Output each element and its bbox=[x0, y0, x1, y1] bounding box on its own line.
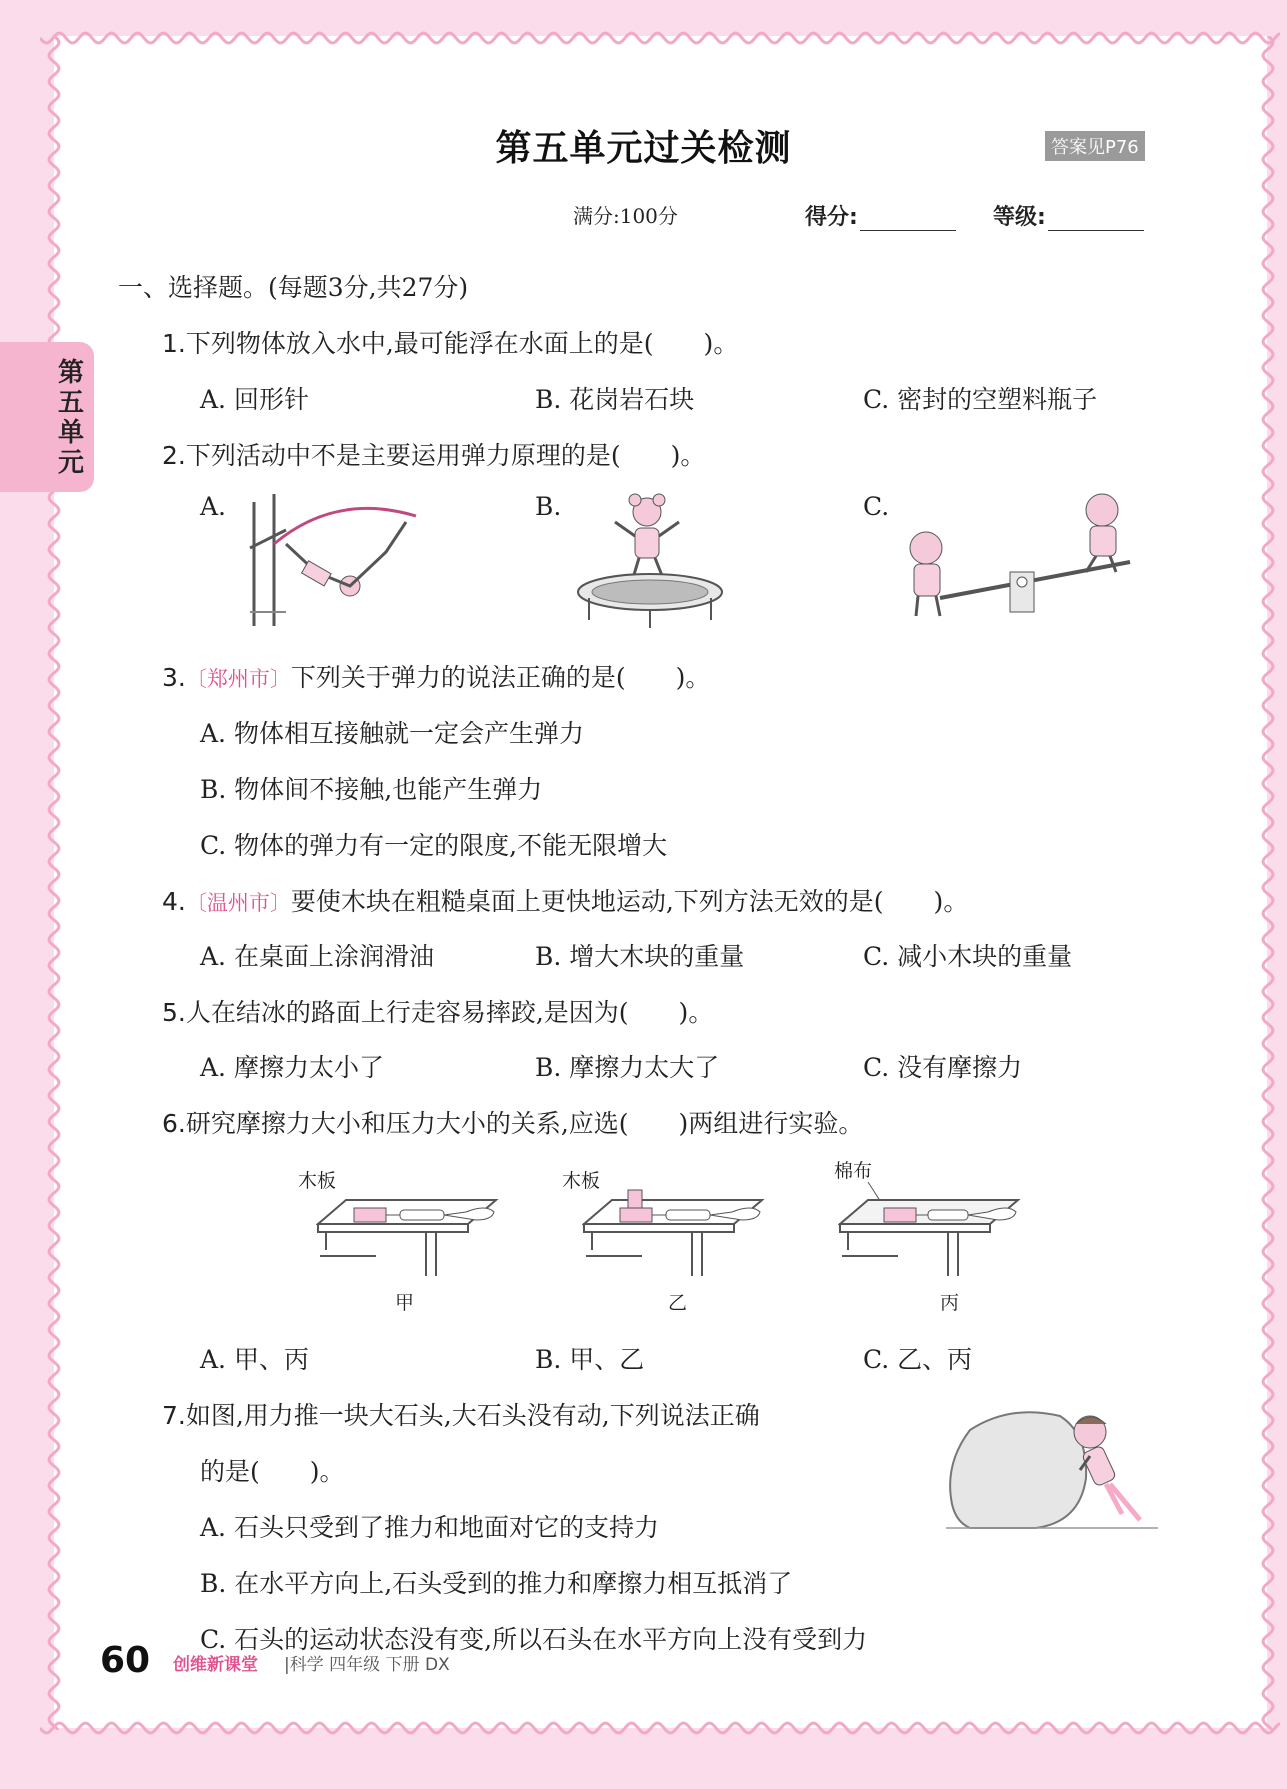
grade-blank bbox=[1048, 208, 1144, 231]
question-number: 1. bbox=[162, 329, 186, 358]
friction-setup-3 bbox=[838, 1180, 1038, 1280]
friction-setup-1 bbox=[316, 1190, 516, 1280]
question-text: 下列物体放入水中,最可能浮在水面上的是( )。 bbox=[185, 329, 739, 358]
question-text: 人在结冰的路面上行走容易摔跤,是因为( )。 bbox=[185, 998, 714, 1027]
full-score-label: 满分:100分 bbox=[573, 204, 678, 228]
q3-option-a: A. 物体相互接触就一定会产生弹力 bbox=[200, 719, 584, 748]
fig2-surface-label: 木板 bbox=[562, 1170, 601, 1192]
question-5 bbox=[162, 993, 713, 1029]
friction-setup-2 bbox=[582, 1180, 782, 1280]
score-label: 得分: bbox=[805, 205, 858, 230]
region-tag: 〔温州市〕 bbox=[185, 891, 291, 915]
left-wave-border bbox=[42, 36, 66, 1730]
question-number: 7. bbox=[162, 1401, 186, 1430]
boulder-push-illustration bbox=[940, 1404, 1160, 1540]
pole-vault-illustration bbox=[246, 492, 426, 628]
footer-book-info: |科学 四年级 下册 DX bbox=[284, 1655, 450, 1675]
section-heading: 一、选择题。(每题3分,共27分) bbox=[118, 273, 469, 302]
q3-option-b: B. 物体间不接触,也能产生弹力 bbox=[200, 775, 543, 804]
question-4 bbox=[162, 882, 968, 918]
score-field bbox=[805, 200, 956, 231]
question-number: 4. bbox=[162, 887, 186, 916]
seesaw-illustration bbox=[900, 488, 1140, 628]
q1-option-c: C. 密封的空塑料瓶子 bbox=[863, 385, 1098, 414]
question-number: 3. bbox=[162, 663, 186, 692]
trampoline-illustration bbox=[575, 492, 735, 632]
grade-label: 等级: bbox=[993, 205, 1046, 230]
q1-option-b: B. 花岗岩石块 bbox=[535, 385, 695, 414]
region-tag: 〔郑州市〕 bbox=[185, 667, 291, 691]
grade-field bbox=[993, 200, 1144, 231]
top-wave-border bbox=[40, 26, 1280, 50]
answer-reference-badge: 答案见P76 bbox=[1045, 131, 1145, 161]
question-text: 下列关于弹力的说法正确的是( )。 bbox=[290, 663, 711, 692]
question-7 bbox=[162, 1396, 760, 1432]
question-3 bbox=[162, 658, 710, 694]
q2-option-c: C. bbox=[863, 492, 890, 521]
q6-option-c: C. 乙、丙 bbox=[863, 1345, 973, 1374]
page-number: 60 bbox=[100, 1640, 151, 1681]
score-blank bbox=[860, 208, 956, 231]
q4-option-b: B. 增大木块的重量 bbox=[535, 942, 745, 971]
question-number: 2. bbox=[162, 441, 186, 470]
question-7-continued: 的是( )。 bbox=[200, 1457, 345, 1486]
unit-side-tab-label: 第五单元 bbox=[57, 358, 84, 478]
question-6 bbox=[162, 1104, 863, 1140]
fig1-caption: 甲 bbox=[395, 1292, 415, 1314]
fig3-surface-label: 棉布 bbox=[834, 1160, 873, 1182]
right-wave-border bbox=[1256, 36, 1280, 1730]
fig3-caption: 丙 bbox=[940, 1292, 960, 1314]
q7-option-b: B. 在水平方向上,石头受到的推力和摩擦力相互抵消了 bbox=[200, 1569, 793, 1598]
bottom-wave-border bbox=[40, 1716, 1280, 1740]
footer-brand: 创维新课堂 bbox=[173, 1655, 258, 1675]
q5-option-b: B. 摩擦力太大了 bbox=[535, 1053, 720, 1082]
fig2-caption: 乙 bbox=[668, 1292, 688, 1314]
q2-option-b: B. bbox=[535, 492, 562, 521]
q7-option-a: A. 石头只受到了推力和地面对它的支持力 bbox=[200, 1513, 659, 1542]
q4-option-a: A. 在桌面上涂润滑油 bbox=[200, 942, 434, 971]
question-number: 5. bbox=[162, 998, 186, 1027]
q3-option-c: C. 物体的弹力有一定的限度,不能无限增大 bbox=[200, 831, 668, 860]
question-text: 研究摩擦力大小和压力大小的关系,应选( )两组进行实验。 bbox=[185, 1109, 864, 1138]
question-text: 要使木块在粗糙桌面上更快地运动,下列方法无效的是( )。 bbox=[290, 887, 969, 916]
question-1 bbox=[162, 324, 738, 360]
fig1-surface-label: 木板 bbox=[298, 1170, 337, 1192]
q6-option-a: A. 甲、丙 bbox=[200, 1345, 309, 1374]
q5-option-c: C. 没有摩擦力 bbox=[863, 1053, 1023, 1082]
q1-option-a: A. 回形针 bbox=[200, 385, 309, 414]
question-number: 6. bbox=[162, 1109, 186, 1138]
q6-option-b: B. 甲、乙 bbox=[535, 1345, 645, 1374]
question-2 bbox=[162, 436, 705, 472]
q5-option-a: A. 摩擦力太小了 bbox=[200, 1053, 384, 1082]
q2-option-a: A. bbox=[200, 492, 227, 521]
page-title: 第五单元过关检测 bbox=[495, 128, 792, 169]
question-text: 如图,用力推一块大石头,大石头没有动,下列说法正确 bbox=[185, 1401, 760, 1430]
question-text: 下列活动中不是主要运用弹力原理的是( )。 bbox=[185, 441, 706, 470]
q4-option-c: C. 减小木块的重量 bbox=[863, 942, 1073, 971]
q7-option-c: C. 石头的运动状态没有变,所以石头在水平方向上没有受到力 bbox=[200, 1625, 868, 1654]
